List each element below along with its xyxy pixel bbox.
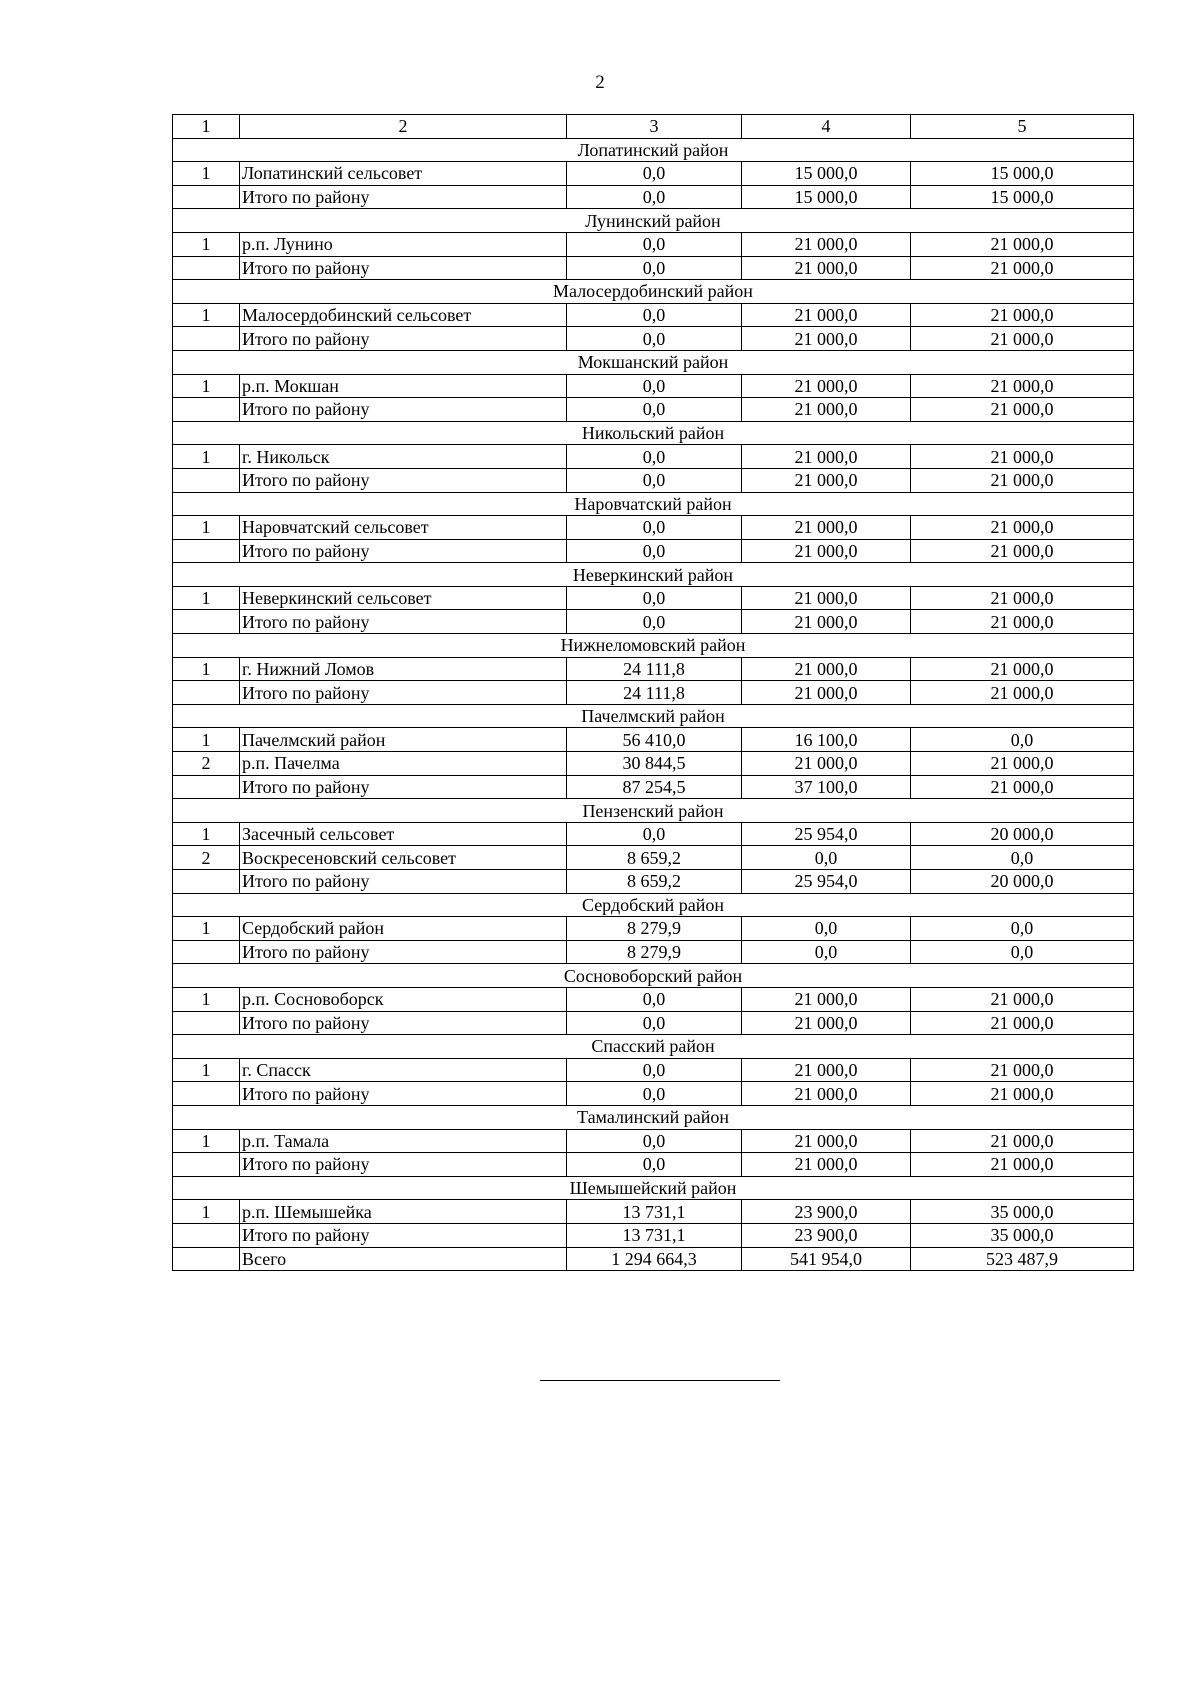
value-col-3: 13 731,1	[567, 1200, 742, 1224]
table-row	[173, 752, 1134, 776]
value-col-4: 21 000,0	[742, 586, 911, 610]
value-col-5: 21 000,0	[911, 681, 1134, 705]
table-row	[173, 1011, 1134, 1035]
value-col-5: 21 000,0	[911, 657, 1134, 681]
row-name: Итого по району	[240, 610, 567, 634]
value-col-3: 0,0	[567, 374, 742, 398]
page-number: 2	[595, 72, 605, 93]
value-col-5: 21 000,0	[911, 1129, 1134, 1153]
row-name: р.п. Лунино	[240, 232, 567, 256]
row-number: 1	[173, 516, 240, 540]
row-number: 1	[173, 586, 240, 610]
value-col-4: 21 000,0	[742, 398, 911, 422]
value-col-5: 21 000,0	[911, 232, 1134, 256]
row-number: 1	[173, 657, 240, 681]
row-number	[173, 327, 240, 351]
row-number: 1	[173, 445, 240, 469]
district-heading-row	[173, 1105, 1134, 1129]
district-name: Пачелмский район	[173, 704, 1134, 728]
value-col-3: 0,0	[567, 586, 742, 610]
row-number: 1	[173, 232, 240, 256]
district-heading-row	[173, 1035, 1134, 1059]
value-col-5: 523 487,9	[911, 1247, 1134, 1271]
row-name: Лопатинский сельсовет	[240, 162, 567, 186]
table-row	[173, 940, 1134, 964]
value-col-3: 0,0	[567, 303, 742, 327]
row-number: 1	[173, 1129, 240, 1153]
district-name: Пензенский район	[173, 799, 1134, 823]
value-col-3: 0,0	[567, 256, 742, 280]
value-col-5: 15 000,0	[911, 162, 1134, 186]
value-col-5: 21 000,0	[911, 539, 1134, 563]
row-name: Пачелмский район	[240, 728, 567, 752]
value-col-4: 25 954,0	[742, 822, 911, 846]
table-row	[173, 303, 1134, 327]
table-row	[173, 398, 1134, 422]
value-col-3: 87 254,5	[567, 775, 742, 799]
table-row	[173, 1058, 1134, 1082]
row-number	[173, 1223, 240, 1247]
row-name: Малосердобинский сельсовет	[240, 303, 567, 327]
value-col-4: 21 000,0	[742, 752, 911, 776]
district-name: Малосердобинский район	[173, 280, 1134, 304]
table-row	[173, 1223, 1134, 1247]
row-number	[173, 1247, 240, 1271]
row-number: 1	[173, 303, 240, 327]
row-number	[173, 775, 240, 799]
row-name: Итого по району	[240, 185, 567, 209]
table-row	[173, 728, 1134, 752]
row-name: г. Нижний Ломов	[240, 657, 567, 681]
value-col-4: 21 000,0	[742, 327, 911, 351]
value-col-5: 21 000,0	[911, 374, 1134, 398]
table-row	[173, 610, 1134, 634]
value-col-5: 21 000,0	[911, 586, 1134, 610]
row-name: Сердобский район	[240, 917, 567, 941]
table-row	[173, 232, 1134, 256]
row-name: Итого по району	[240, 539, 567, 563]
row-name: Засечный сельсовет	[240, 822, 567, 846]
value-col-3: 0,0	[567, 468, 742, 492]
value-col-3: 0,0	[567, 610, 742, 634]
value-col-5: 21 000,0	[911, 398, 1134, 422]
header-row	[173, 115, 1134, 139]
district-heading-row	[173, 634, 1134, 658]
value-col-5: 20 000,0	[911, 822, 1134, 846]
row-number	[173, 610, 240, 634]
value-col-3: 0,0	[567, 1082, 742, 1106]
row-name: р.п. Тамала	[240, 1129, 567, 1153]
value-col-5: 21 000,0	[911, 775, 1134, 799]
table-row	[173, 917, 1134, 941]
value-col-3: 0,0	[567, 987, 742, 1011]
value-col-3: 24 111,8	[567, 681, 742, 705]
row-name: Итого по району	[240, 1223, 567, 1247]
district-name: Спасский район	[173, 1035, 1134, 1059]
value-col-3: 30 844,5	[567, 752, 742, 776]
row-name: Итого по району	[240, 775, 567, 799]
value-col-4: 0,0	[742, 940, 911, 964]
value-col-4: 21 000,0	[742, 374, 911, 398]
table-row	[173, 1153, 1134, 1177]
table-row	[173, 822, 1134, 846]
value-col-4: 21 000,0	[742, 610, 911, 634]
value-col-3: 0,0	[567, 185, 742, 209]
value-col-4: 0,0	[742, 846, 911, 870]
row-name: г. Спасск	[240, 1058, 567, 1082]
value-col-4: 541 954,0	[742, 1247, 911, 1271]
value-col-4: 21 000,0	[742, 1129, 911, 1153]
district-heading-row	[173, 280, 1134, 304]
district-name: Наровчатский район	[173, 492, 1134, 516]
district-name: Лопатинский район	[173, 138, 1134, 162]
district-heading-row	[173, 209, 1134, 233]
row-number	[173, 1153, 240, 1177]
value-col-3: 1 294 664,3	[567, 1247, 742, 1271]
value-col-5: 0,0	[911, 940, 1134, 964]
value-col-4: 0,0	[742, 917, 911, 941]
value-col-3: 0,0	[567, 1129, 742, 1153]
header-cell-1: 1	[173, 115, 240, 139]
row-name: Воскресеновский сельсовет	[240, 846, 567, 870]
row-name: Итого по району	[240, 1011, 567, 1035]
row-name: Итого по району	[240, 1082, 567, 1106]
value-col-3: 0,0	[567, 327, 742, 351]
value-col-3: 0,0	[567, 539, 742, 563]
value-col-5: 21 000,0	[911, 445, 1134, 469]
district-name: Лунинский район	[173, 209, 1134, 233]
table-row	[173, 681, 1134, 705]
district-name: Тамалинский район	[173, 1105, 1134, 1129]
value-col-4: 21 000,0	[742, 539, 911, 563]
district-heading-row	[173, 1176, 1134, 1200]
value-col-3: 0,0	[567, 445, 742, 469]
district-heading-row	[173, 421, 1134, 445]
value-col-4: 23 900,0	[742, 1200, 911, 1224]
table-row	[173, 468, 1134, 492]
table-row	[173, 374, 1134, 398]
row-number: 2	[173, 846, 240, 870]
allocation-table	[172, 114, 1134, 1271]
row-name: р.п. Пачелма	[240, 752, 567, 776]
district-heading-row	[173, 893, 1134, 917]
row-name: Итого по району	[240, 327, 567, 351]
value-col-5: 21 000,0	[911, 1153, 1134, 1177]
header-cell-2: 2	[240, 115, 567, 139]
district-name: Неверкинский район	[173, 563, 1134, 587]
row-name: р.п. Мокшан	[240, 374, 567, 398]
row-number: 1	[173, 374, 240, 398]
table-row	[173, 327, 1134, 351]
value-col-4: 21 000,0	[742, 468, 911, 492]
row-number	[173, 1011, 240, 1035]
row-name: Неверкинский сельсовет	[240, 586, 567, 610]
value-col-5: 21 000,0	[911, 1082, 1134, 1106]
row-number	[173, 539, 240, 563]
row-number: 1	[173, 987, 240, 1011]
district-heading-row	[173, 492, 1134, 516]
value-col-5: 21 000,0	[911, 256, 1134, 280]
table-row	[173, 539, 1134, 563]
value-col-4: 21 000,0	[742, 987, 911, 1011]
value-col-5: 0,0	[911, 917, 1134, 941]
table-row	[173, 256, 1134, 280]
row-number: 1	[173, 822, 240, 846]
header-cell-3: 3	[567, 115, 742, 139]
row-number	[173, 185, 240, 209]
value-col-3: 0,0	[567, 516, 742, 540]
row-name: Итого по району	[240, 256, 567, 280]
row-name: Наровчатский сельсовет	[240, 516, 567, 540]
value-col-4: 21 000,0	[742, 256, 911, 280]
value-col-4: 37 100,0	[742, 775, 911, 799]
district-heading-row	[173, 799, 1134, 823]
value-col-5: 0,0	[911, 728, 1134, 752]
table-row	[173, 846, 1134, 870]
value-col-5: 35 000,0	[911, 1223, 1134, 1247]
value-col-3: 0,0	[567, 1058, 742, 1082]
value-col-4: 21 000,0	[742, 445, 911, 469]
table-row	[173, 586, 1134, 610]
value-col-5: 21 000,0	[911, 1058, 1134, 1082]
value-col-4: 21 000,0	[742, 1082, 911, 1106]
row-name: Итого по району	[240, 940, 567, 964]
value-col-5: 0,0	[911, 846, 1134, 870]
value-col-4: 23 900,0	[742, 1223, 911, 1247]
value-col-3: 0,0	[567, 822, 742, 846]
row-name: р.п. Шемышейка	[240, 1200, 567, 1224]
value-col-4: 21 000,0	[742, 516, 911, 540]
end-of-document-line	[540, 1380, 780, 1381]
value-col-3: 8 659,2	[567, 870, 742, 894]
district-name: Шемышейский район	[173, 1176, 1134, 1200]
row-name: Итого по району	[240, 870, 567, 894]
row-number	[173, 870, 240, 894]
row-number	[173, 256, 240, 280]
row-number: 2	[173, 752, 240, 776]
value-col-5: 21 000,0	[911, 516, 1134, 540]
table-row	[173, 657, 1134, 681]
value-col-4: 16 100,0	[742, 728, 911, 752]
district-heading-row	[173, 138, 1134, 162]
district-name: Сердобский район	[173, 893, 1134, 917]
value-col-4: 21 000,0	[742, 657, 911, 681]
district-name: Никольский район	[173, 421, 1134, 445]
row-number: 1	[173, 728, 240, 752]
row-name: Итого по району	[240, 1153, 567, 1177]
district-heading-row	[173, 704, 1134, 728]
value-col-3: 0,0	[567, 232, 742, 256]
table-row	[173, 516, 1134, 540]
value-col-5: 15 000,0	[911, 185, 1134, 209]
row-number: 1	[173, 1058, 240, 1082]
row-number: 1	[173, 917, 240, 941]
value-col-5: 21 000,0	[911, 752, 1134, 776]
district-heading-row	[173, 350, 1134, 374]
row-name: Итого по району	[240, 398, 567, 422]
value-col-3: 13 731,1	[567, 1223, 742, 1247]
header-cell-5: 5	[911, 115, 1134, 139]
value-col-5: 21 000,0	[911, 468, 1134, 492]
row-number	[173, 940, 240, 964]
row-number: 1	[173, 162, 240, 186]
row-name: Итого по району	[240, 468, 567, 492]
value-col-4: 21 000,0	[742, 303, 911, 327]
row-number: 1	[173, 1200, 240, 1224]
row-number	[173, 1082, 240, 1106]
row-name: г. Никольск	[240, 445, 567, 469]
table-body	[173, 115, 1134, 1271]
value-col-4: 25 954,0	[742, 870, 911, 894]
row-name: Всего	[240, 1247, 567, 1271]
table-row	[173, 987, 1134, 1011]
row-name: р.п. Сосновоборск	[240, 987, 567, 1011]
value-col-5: 21 000,0	[911, 1011, 1134, 1035]
table-row	[173, 162, 1134, 186]
district-name: Мокшанский район	[173, 350, 1134, 374]
table-row	[173, 445, 1134, 469]
value-col-5: 35 000,0	[911, 1200, 1134, 1224]
table-row	[173, 870, 1134, 894]
table-row	[173, 1129, 1134, 1153]
value-col-3: 8 659,2	[567, 846, 742, 870]
value-col-4: 21 000,0	[742, 1153, 911, 1177]
row-number	[173, 398, 240, 422]
district-name: Сосновоборский район	[173, 964, 1134, 988]
value-col-4: 21 000,0	[742, 232, 911, 256]
row-name: Итого по району	[240, 681, 567, 705]
value-col-4: 21 000,0	[742, 1011, 911, 1035]
value-col-4: 21 000,0	[742, 681, 911, 705]
value-col-4: 15 000,0	[742, 185, 911, 209]
district-heading-row	[173, 563, 1134, 587]
district-name: Нижнеломовский район	[173, 634, 1134, 658]
value-col-3: 0,0	[567, 162, 742, 186]
value-col-5: 21 000,0	[911, 987, 1134, 1011]
row-number	[173, 681, 240, 705]
value-col-3: 8 279,9	[567, 940, 742, 964]
value-col-3: 0,0	[567, 398, 742, 422]
value-col-3: 8 279,9	[567, 917, 742, 941]
value-col-4: 21 000,0	[742, 1058, 911, 1082]
district-heading-row	[173, 964, 1134, 988]
value-col-3: 0,0	[567, 1011, 742, 1035]
table-row	[173, 1082, 1134, 1106]
value-col-5: 20 000,0	[911, 870, 1134, 894]
table-row	[173, 185, 1134, 209]
table-row	[173, 775, 1134, 799]
value-col-5: 21 000,0	[911, 303, 1134, 327]
value-col-3: 56 410,0	[567, 728, 742, 752]
row-number	[173, 468, 240, 492]
value-col-3: 0,0	[567, 1153, 742, 1177]
value-col-5: 21 000,0	[911, 610, 1134, 634]
value-col-3: 24 111,8	[567, 657, 742, 681]
table-row	[173, 1200, 1134, 1224]
value-col-4: 15 000,0	[742, 162, 911, 186]
header-cell-4: 4	[742, 115, 911, 139]
grand-total-row	[173, 1247, 1134, 1271]
value-col-5: 21 000,0	[911, 327, 1134, 351]
